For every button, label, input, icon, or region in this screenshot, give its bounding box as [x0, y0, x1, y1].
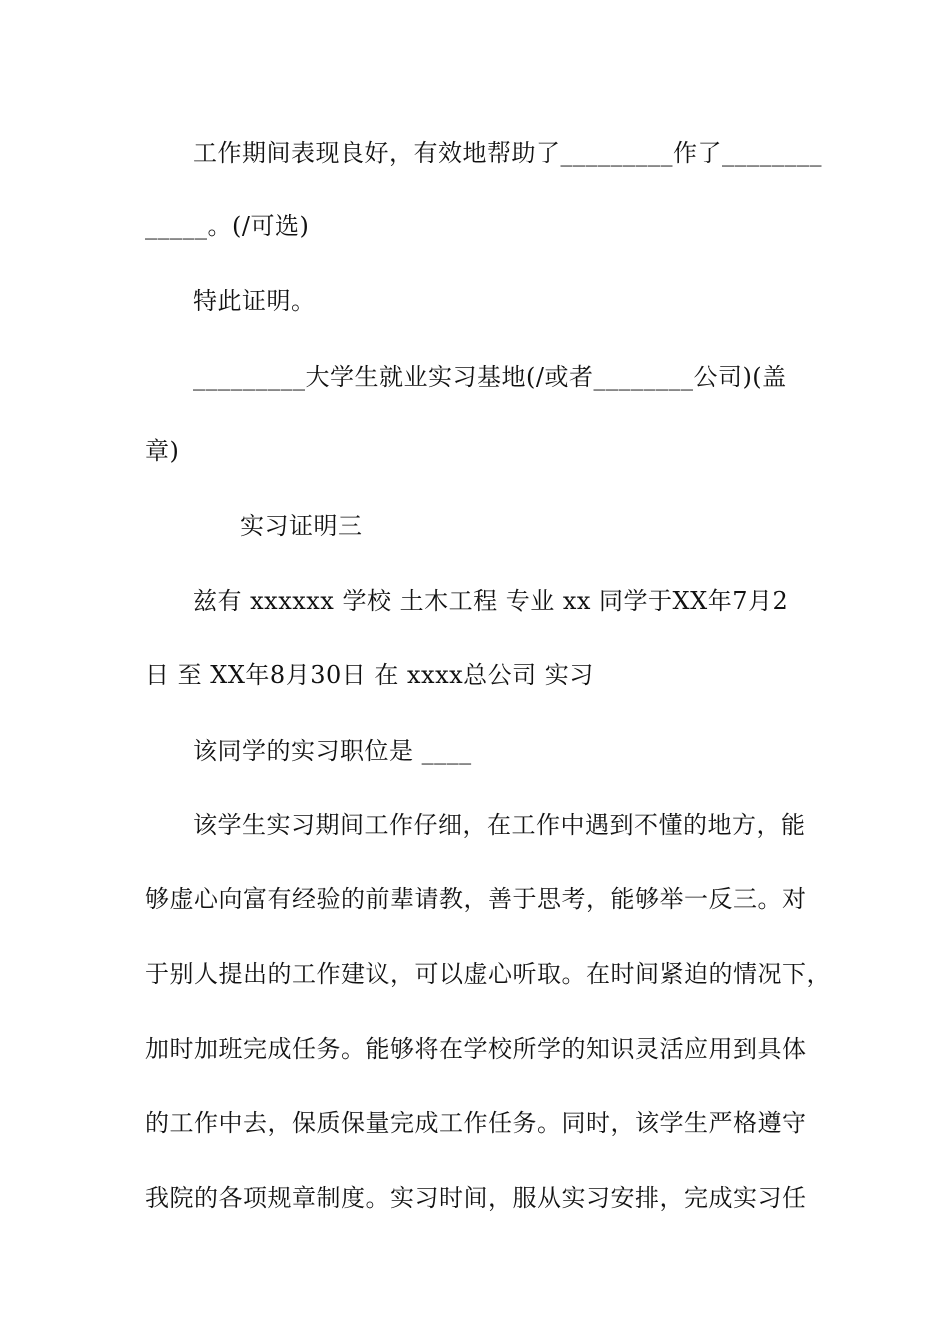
paragraph-line-13: 加时加班完成任务。能够将在学校所学的知识灵活应用到具体	[145, 1035, 807, 1063]
paragraph-line-10: 该学生实习期间工作仔细，在工作中遇到不懂的地方，能	[193, 811, 806, 839]
paragraph-line-5: 章)	[145, 437, 180, 465]
paragraph-line-9: 该同学的实习职位是 ____	[193, 737, 472, 765]
section-title: 实习证明三	[240, 512, 363, 540]
paragraph-line-14: 的工作中去，保质保量完成工作任务。同时，该学生严格遵守	[145, 1109, 807, 1137]
paragraph-line-3: 特此证明。	[193, 287, 316, 315]
paragraph-line-11: 够虚心向富有经验的前辈请教，善于思考，能够举一反三。对	[145, 885, 807, 913]
paragraph-line-4: _________大学生就业实习基地(/或者________公司)(盖	[193, 363, 787, 391]
paragraph-line-15: 我院的各项规章制度。实习时间，服从实习安排，完成实习任	[145, 1184, 807, 1212]
paragraph-line-8: 日 至 XX年8月30日 在 xxxx总公司 实习	[145, 661, 594, 689]
paragraph-line-1: 工作期间表现良好，有效地帮助了_________作了________	[193, 139, 822, 167]
paragraph-line-2: _____。(/可选)	[145, 212, 310, 240]
paragraph-line-7: 兹有 xxxxxx 学校 土木工程 专业 xx 同学于XX年7月2	[193, 587, 789, 615]
paragraph-line-12: 于别人提出的工作建议，可以虚心听取。在时间紧迫的情况下，	[145, 960, 831, 988]
